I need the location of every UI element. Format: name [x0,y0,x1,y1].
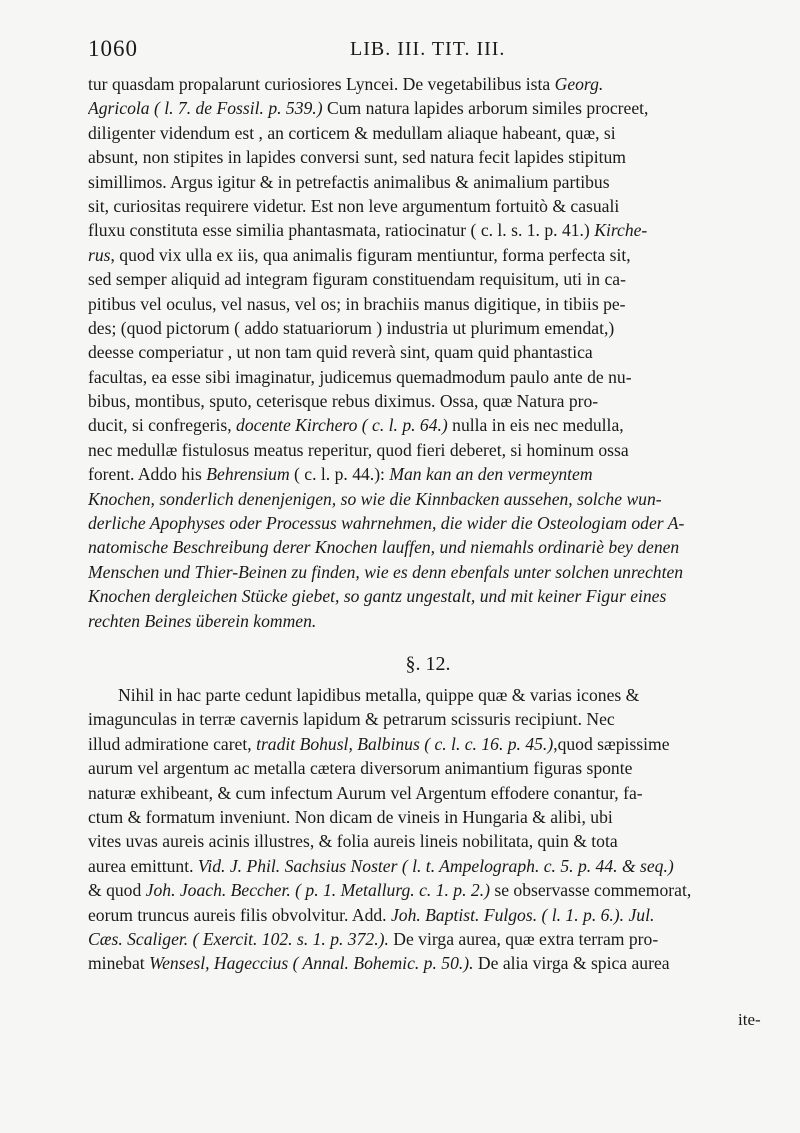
text-run: Knochen, sonderlich denenjenigen, so wie die Kinnbacken aussehen, solche wun- [88,488,662,509]
text-run: Knochen dergleichen Stücke giebet, so gantz ungestalt, und mit keiner Figur eines [88,586,667,607]
text-run: Menschen und Thier-Beinen zu finden, wie es denn ebenfals unter solchen unrechten [88,561,684,582]
text-run: tur quasdam propalarunt curiosiores Lyncei. De vegetabilibus ista [88,74,555,94]
para2-line [88,829,768,853]
text-run: tradit Bohusl, Balbinus ( c. l. c. 16. p. 45.) [256,733,554,754]
para2-line [88,683,768,707]
text-run: Vid. J. Phil. Sachsius Noster ( l. t. Ampelograph. c. 5. p. 44. & seq.) [197,855,674,876]
text-run: rus [88,244,111,265]
text-run: De virga aurea, quæ extra terram pro- [388,928,659,949]
text-run: deesse comperiatur , ut non tam quid reverà sint, quam quid phantastica [88,342,593,363]
para1-line [88,218,768,242]
para2-line [88,927,768,951]
para1-line [88,584,768,608]
para1-line [88,560,768,584]
text-run: facultas, ea esse sibi imaginatur, judicemus quemadmodum paulo ante de nu- [88,366,632,387]
paragraph-2 [88,683,768,976]
para1-line [88,535,768,559]
text-run: Joh. Baptist. Fulgos. ( l. 1. p. 6.). Jul. [390,904,655,925]
para2-line [88,756,768,780]
text-run: eorum truncus aureis filis obvolvitur. Add. [88,904,391,925]
text-run: Georg. [554,74,604,94]
text-run: nec medullæ fistulosus meatus reperitur, quod fieri deberet, si hominum ossa [88,439,629,460]
para1-line [88,170,768,194]
text-run: aurea emittunt. [88,855,198,876]
para2-line [88,805,768,829]
para2-line [88,951,768,975]
para1-line [88,194,768,218]
text-run: sed semper aliquid ad integram figuram constituendam requisitum, uti in ca- [88,269,626,290]
text-run: Kirche- [594,220,648,241]
para1-line [88,462,768,486]
para1-line [88,145,768,169]
text-run: sit, curiositas requirere videtur. Est non leve argumentum fortuitò & casuali [88,195,620,216]
para1-line [88,438,768,462]
para1-line [88,121,768,145]
text-run: fluxu constituta esse similia phantasmata, ratiocinatur ( c. l. s. 1. p. 41.) [88,220,595,241]
text-run: ,quod sæpissime [553,733,670,754]
catchword: ite- [738,1010,761,1029]
para1-line [88,340,768,364]
text-run: minebat [88,953,150,974]
text-run: forent. Addo his [88,464,207,485]
text-run: naturæ exhibeant, & cum infectum Aurum vel Argentum effodere conantur, fa- [88,782,643,803]
text-run: se observasse commemorat, [489,880,692,901]
para2-line [88,732,768,756]
text-run: rechten Beines überein kommen. [88,610,317,631]
text-run: ( c. l. p. 44.): [289,464,390,485]
para1-line [88,389,768,413]
para1-line [88,96,768,120]
body-text [88,72,768,976]
text-run: vites uvas aureis acinis illustres, & folia aureis lineis nobilitata, quin & tota [88,831,618,852]
text-run: & quod [88,880,146,901]
page-number: 1060 [88,36,138,61]
para1-line [88,609,768,633]
text-run: nulla in eis nec medulla, [447,415,624,436]
text-run: Agricola ( l. 7. de Fossil. p. 539.) [88,98,323,119]
text-run: ctum & formatum inveniunt. Non dicam de vineis in Hungaria & alibi, ubi [88,806,613,827]
text-run: De alia virga & spica aurea [473,953,670,974]
text-run: aurum vel argentum ac metalla cætera diversorum animantium figuras sponte [88,758,633,779]
text-run: Joh. Joach. Beccher. ( p. 1. Metallurg. c. 1. p. 2.) [145,880,490,901]
para2-line [88,854,768,878]
para1-line [88,316,768,340]
text-run: pitibus vel oculus, vel nasus, vel os; in brachiis manus digitique, in tibiis pe- [88,293,626,314]
text-run: absunt, non stipites in lapides conversi sunt, sed natura fecit lapides stipitum [88,147,626,168]
text-run: imagunculas in terræ cavernis lapidum & petrarum scissuris recipiunt. Nec [88,709,615,730]
text-run: docente Kirchero ( c. l. p. 64.) [236,415,448,436]
para1-line [88,267,768,291]
para1-line [88,487,768,511]
para1-line [88,243,768,267]
text-run: ducit, si confregeris, [88,415,237,436]
para1-line [88,292,768,316]
text-run: Cæs. Scaliger. ( Exercit. 102. s. 1. p. 372.). [88,928,389,949]
text-run: des; (quod pictorum ( addo statuariorum ) industria ut plurimum emendat,) [88,317,615,338]
para2-line [88,903,768,927]
para2-line [88,781,768,805]
text-run: , quod vix ulla ex iis, qua animalis figuram mentiuntur, forma perfecta sit, [110,244,631,265]
para1-line [88,365,768,389]
text-run: simillimos. Argus igitur & in petrefactis animalibus & animalium partibus [88,171,610,192]
text-run: Behrensium [206,464,290,485]
para1-line [88,72,768,96]
text-run: diligenter videndum est , an corticem & medullam aliaque habeant, quæ, si [88,122,616,143]
text-run: Man kan an den vermeyntem [389,464,593,485]
text-run: illud admiratione caret, [88,733,257,754]
text-run: Cum natura lapides arborum similes procreet, [322,98,649,119]
para2-line [88,707,768,731]
text-run: bibus, montibus, sputo, ceterisque rebus diximus. Ossa, quæ Natura pro- [88,391,599,412]
para1-line [88,413,768,437]
text-run: Wensesl, Hageccius ( Annal. Bohemic. p. 50.). [149,953,474,974]
paragraph-1 [88,72,768,633]
para2-line [88,878,768,902]
running-head: LIB. III. TIT. III. [350,38,506,60]
page-header [88,36,760,62]
text-run: natomische Beschreibung derer Knochen lauffen, und niemahls ordinariè bey denen [88,537,680,558]
para1-line [88,511,768,535]
text-run: derliche Apophyses oder Processus wahrnehmen, die wider die Osteologiam oder A- [88,513,685,534]
section-heading: §. 12. [405,652,451,675]
text-run: Nihil in hac parte cedunt lapidibus metalla, quippe quæ & varias icones & [118,684,640,705]
